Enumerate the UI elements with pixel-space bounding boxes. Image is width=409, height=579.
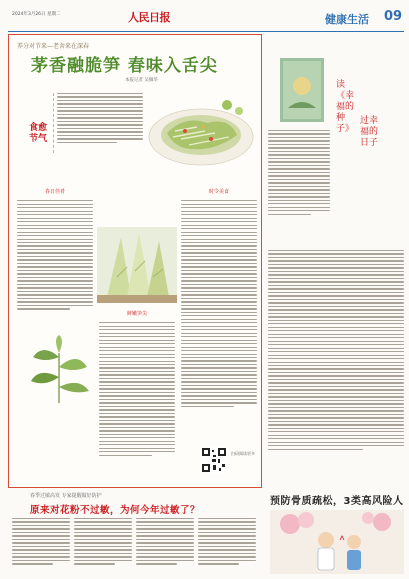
newspaper-logo: 人民日报 xyxy=(128,11,170,24)
book-cover[interactable] xyxy=(280,58,324,122)
bottom-kicker: 春季过敏高发 专家提醒做好防护 xyxy=(30,493,102,499)
article-column-2 xyxy=(99,307,175,456)
book-cover-art xyxy=(280,58,324,122)
cartoon-illustration xyxy=(270,510,404,574)
feature-headline[interactable]: 茅香融脆笋 春味入舌尖 xyxy=(31,56,218,76)
dish-photo xyxy=(145,93,257,171)
qr-code[interactable] xyxy=(201,447,227,473)
feature-side-chars: 食愈节气 xyxy=(29,123,48,144)
feature-kicker: 养分对节来—老舍来在深春 xyxy=(17,43,90,50)
right-column-text xyxy=(268,250,404,450)
bottom-column-1 xyxy=(12,518,70,565)
issue-date: 2024年3月26日 星期二 xyxy=(12,12,61,17)
feature-byline: 本报记者 吴佩华 xyxy=(125,78,158,83)
column-1-subhead: 春日佳肴 xyxy=(44,189,65,195)
column-2-subhead: 鲜嫩笋尖 xyxy=(126,311,147,317)
feature-intro-text xyxy=(53,93,143,153)
article-column-1 xyxy=(17,185,93,310)
masthead xyxy=(8,6,404,32)
book-side-text-2: 过幸福的日子 xyxy=(360,116,379,148)
band-headline[interactable]: 预防骨质疏松，3类高风险人 xyxy=(270,496,404,507)
page-number: 09 xyxy=(384,9,403,24)
bottom-column-2 xyxy=(74,518,132,565)
book-side-text-1: 读《幸福的种子》 xyxy=(336,80,355,134)
bottom-headline[interactable]: 原来对花粉不过敏，为何今年过敏了？ xyxy=(30,505,201,516)
bottom-column-3 xyxy=(136,518,194,565)
bamboo-shoots-photo xyxy=(97,227,177,303)
qr-caption: 扫码阅读更多 xyxy=(231,451,255,456)
section-title: 健康生活 xyxy=(325,13,369,26)
leaves-illustration xyxy=(23,333,95,405)
bottom-article xyxy=(8,492,262,574)
article-column-3 xyxy=(181,185,257,407)
bottom-column-4 xyxy=(198,518,256,565)
column-3-subhead: 时令美食 xyxy=(208,189,229,195)
side-column-text xyxy=(268,130,330,215)
feature-article xyxy=(8,34,262,488)
